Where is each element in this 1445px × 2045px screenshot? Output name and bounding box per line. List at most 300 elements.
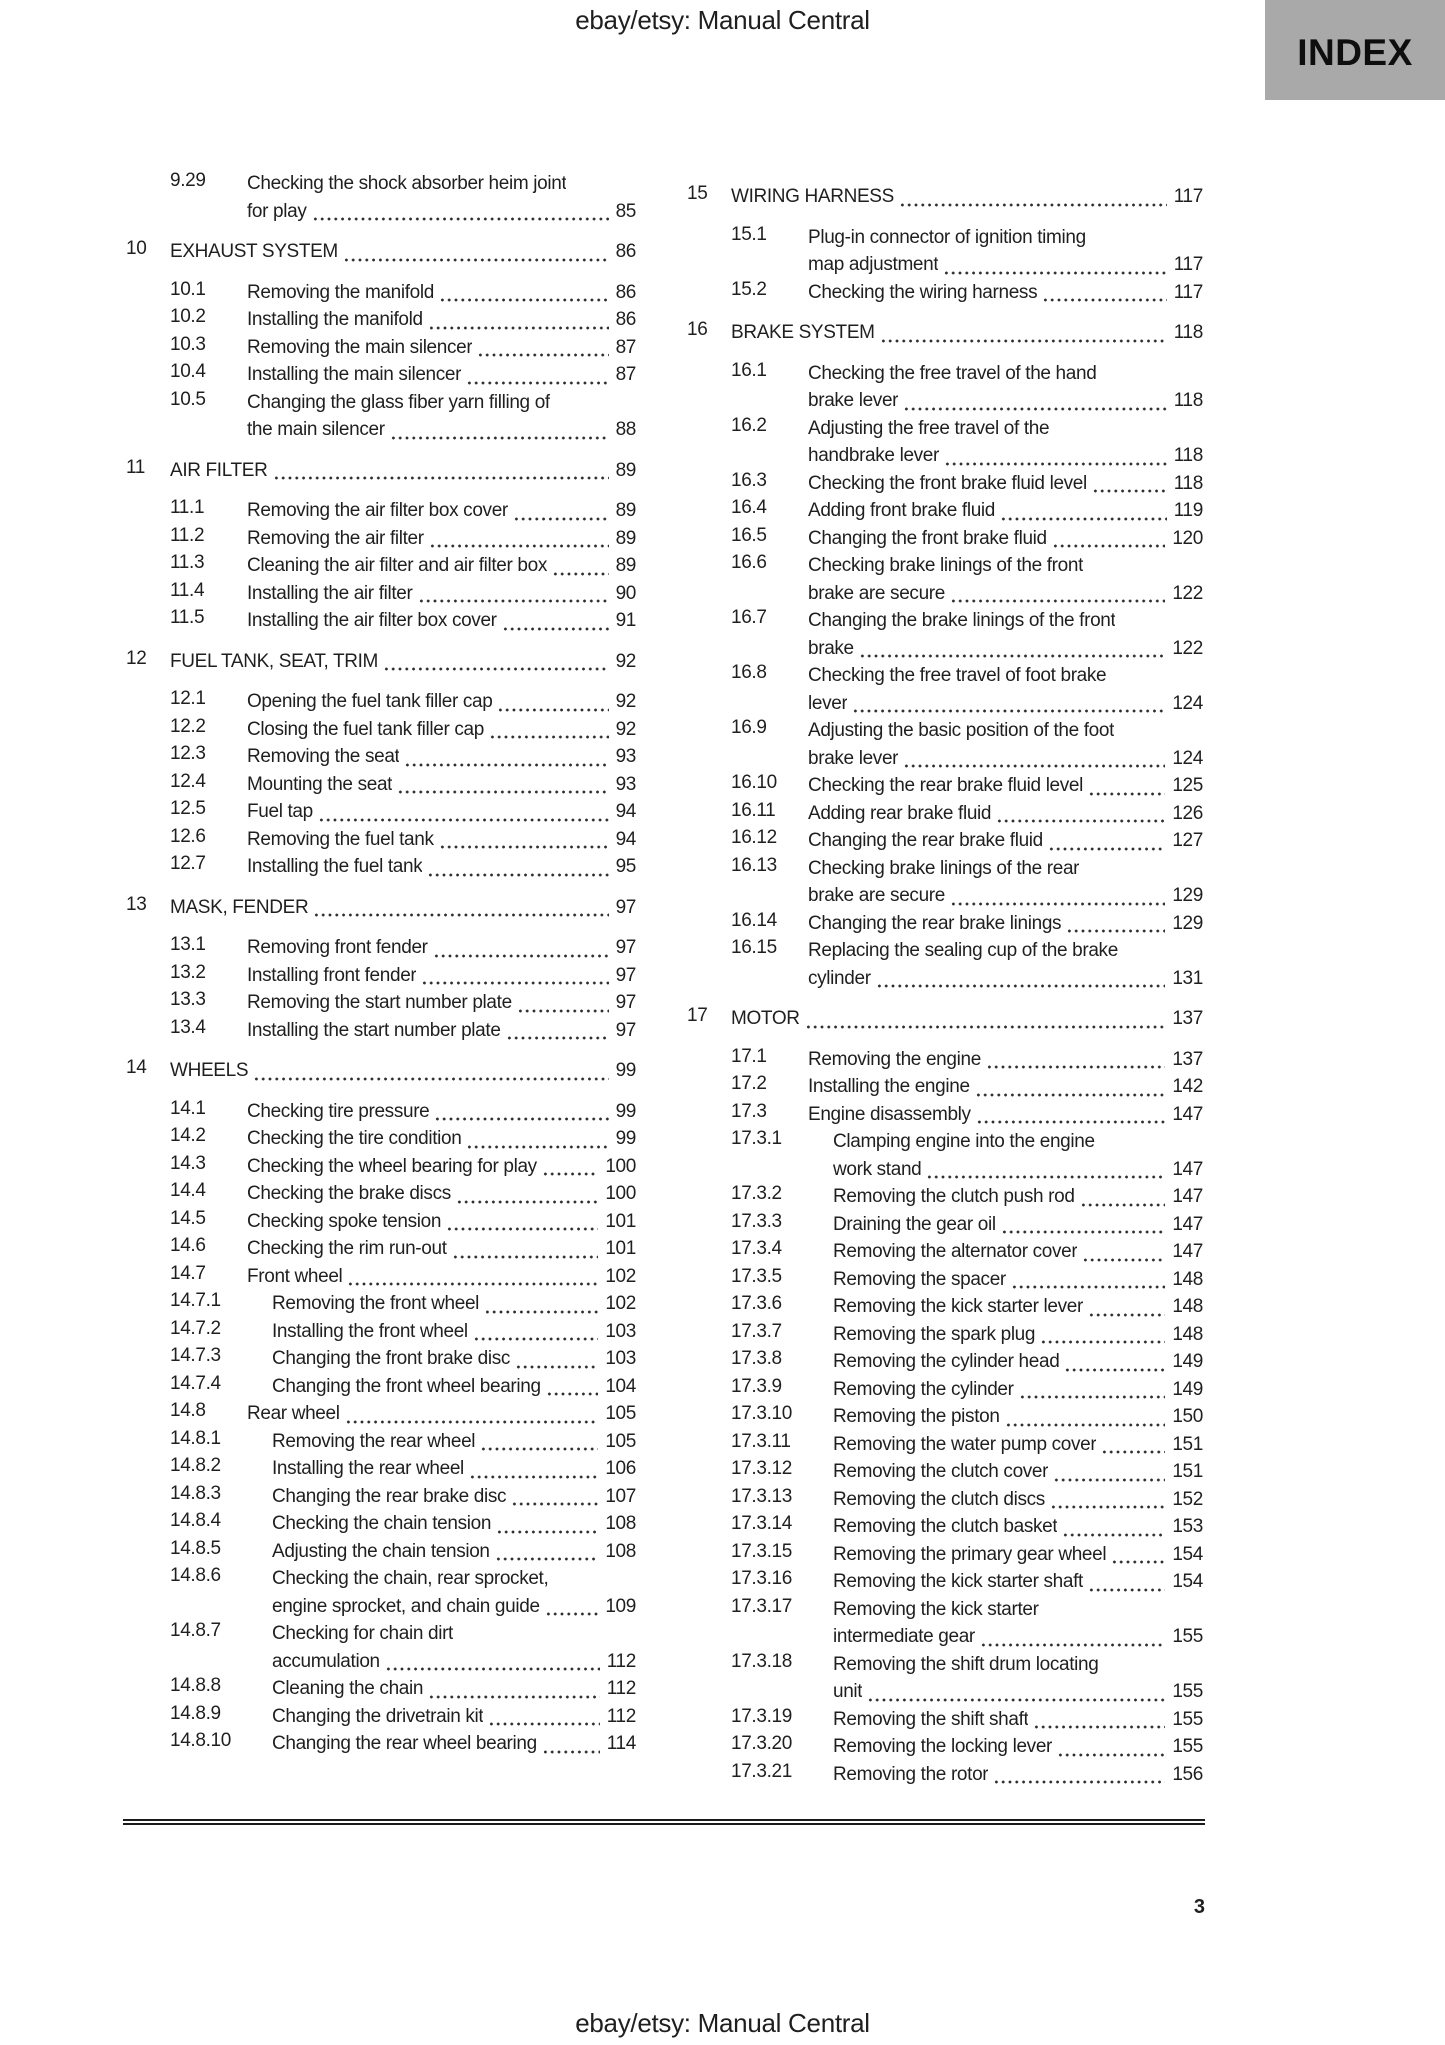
entry-number: 15.1	[731, 223, 767, 245]
entry-title: Checking the free travel of foot brake	[808, 665, 1107, 686]
dot-leader	[1050, 1486, 1165, 1514]
dot-leader	[383, 648, 609, 676]
page-ref: 103	[605, 1320, 636, 1342]
dot-leader	[552, 552, 609, 580]
toc-entry-row	[126, 1290, 636, 1318]
toc-entry-row	[126, 962, 636, 990]
page-ref: 131	[1172, 967, 1203, 989]
entry-line	[833, 1348, 1203, 1376]
entry-line	[247, 1098, 636, 1126]
dot-leader	[1092, 470, 1167, 498]
entry-title: Removing the piston	[833, 1406, 1000, 1427]
entry-title: Installing front fender	[247, 964, 417, 986]
toc-entry-row	[126, 1703, 636, 1731]
section-title: BRAKE SYSTEM	[731, 322, 875, 343]
entry-line	[808, 772, 1203, 800]
toc-left-column	[126, 170, 636, 1788]
entry-line	[731, 319, 1203, 347]
entry-line	[833, 1293, 1203, 1321]
dot-leader	[343, 238, 609, 266]
toc-entry-row	[126, 1153, 636, 1181]
entry-body	[833, 1183, 1203, 1211]
entry-line	[170, 238, 636, 266]
entry-body	[833, 1733, 1203, 1761]
entry-number: 16.5	[731, 524, 767, 546]
entry-number: 17.3	[731, 1100, 767, 1122]
entry-body	[170, 894, 636, 922]
entry-line	[247, 1180, 636, 1208]
page-ref: 153	[1172, 1516, 1203, 1537]
page-ref: 105	[605, 1403, 636, 1424]
entry-body	[808, 827, 1203, 855]
dot-leader	[899, 183, 1167, 211]
entry-line	[808, 800, 1203, 828]
entry-title: Removing the rear wheel	[272, 1430, 476, 1452]
entry-line	[808, 552, 1203, 580]
page-ref: 92	[615, 691, 636, 712]
entry-body	[833, 1321, 1203, 1349]
toc-entry-row	[687, 1211, 1203, 1239]
entry-title: Checking brake linings of the front	[808, 555, 1084, 576]
page-ref: 137	[1172, 1048, 1203, 1070]
entry-line	[833, 1431, 1203, 1459]
entry-body	[808, 552, 1203, 607]
entry-number: 11.1	[170, 497, 205, 518]
section-title: FUEL TANK, SEAT, TRIM	[170, 650, 379, 672]
entry-body	[808, 910, 1203, 938]
toc-entry-row	[687, 1321, 1203, 1349]
dot-leader	[313, 894, 608, 922]
entry-line	[272, 1675, 636, 1703]
entry-title: Removing the clutch push rod	[833, 1186, 1075, 1207]
entry-title: Checking for chain dirt	[272, 1623, 453, 1644]
entry-line	[808, 745, 1203, 773]
entry-title: work stand	[833, 1158, 922, 1180]
entry-number: 14.7	[170, 1262, 206, 1284]
dot-leader	[397, 771, 608, 799]
entry-line	[808, 442, 1203, 470]
page-ref: 86	[615, 309, 636, 330]
toc-section-row	[126, 238, 636, 266]
toc-entry-row	[687, 1513, 1203, 1541]
toc-entry-row	[126, 1675, 636, 1703]
entry-number: 17.1	[731, 1045, 767, 1067]
page-ref: 120	[1172, 527, 1203, 549]
dot-leader	[1088, 1568, 1165, 1596]
page-ref: 93	[615, 773, 636, 795]
entry-line	[247, 962, 636, 990]
page-ref: 97	[615, 896, 636, 918]
entry-body	[833, 1376, 1203, 1404]
entry-title: handbrake lever	[808, 445, 940, 466]
entry-line	[247, 361, 636, 389]
entry-title: Opening the fuel tank filler cap	[247, 691, 493, 712]
entry-title: Removing front fender	[247, 937, 428, 958]
dot-leader	[489, 716, 609, 744]
entry-number: 14.2	[170, 1125, 206, 1146]
toc-entry-row	[126, 361, 636, 389]
entry-title: Removing the shift drum locating	[833, 1653, 1099, 1675]
entry-number: 10.1	[170, 278, 206, 300]
page-ref: 112	[606, 1678, 636, 1699]
dot-leader	[434, 1098, 608, 1126]
entry-title: Adjusting the chain tension	[272, 1540, 490, 1562]
entry-title: Replacing the sealing cup of the brake	[808, 940, 1118, 961]
dot-leader	[421, 962, 608, 990]
entry-body	[247, 798, 636, 826]
toc-entry-row	[687, 1101, 1203, 1129]
entry-body	[808, 800, 1203, 828]
entry-line	[808, 497, 1203, 525]
entry-line	[808, 279, 1203, 307]
entry-line	[247, 1235, 636, 1263]
page-ref: 154	[1172, 1571, 1203, 1592]
entry-number: 16.3	[731, 469, 767, 491]
entry-body	[833, 1348, 1203, 1376]
entry-body	[833, 1403, 1203, 1431]
entry-body	[247, 771, 636, 799]
dot-leader	[950, 580, 1165, 608]
page-ref: 155	[1172, 1681, 1203, 1702]
entry-line	[833, 1623, 1203, 1651]
page-ref: 126	[1172, 802, 1203, 824]
toc-entry-row	[126, 1620, 636, 1675]
dot-leader	[273, 457, 609, 485]
entry-title: Checking the free travel of the hand	[808, 362, 1097, 384]
entry-number: 11.4	[170, 579, 205, 601]
toc-section-row	[687, 183, 1203, 211]
entry-line	[170, 457, 636, 485]
entry-line	[833, 1211, 1203, 1239]
entry-number: 17.3.15	[731, 1540, 792, 1562]
entry-title: Checking the chain, rear sprocket,	[272, 1568, 549, 1589]
entry-title: Checking the tire condition	[247, 1128, 462, 1149]
dot-leader	[852, 690, 1165, 718]
entry-title: Draining the gear oil	[833, 1213, 996, 1235]
page-ref: 155	[1172, 1708, 1203, 1730]
entry-body	[808, 470, 1203, 498]
dot-leader	[1001, 1211, 1166, 1239]
entry-line	[808, 882, 1203, 910]
entry-title: Removing the main silencer	[247, 336, 473, 358]
dot-leader	[1000, 497, 1167, 525]
toc-entry-row	[126, 580, 636, 608]
page-ref: 92	[615, 718, 636, 740]
page-ref: 112	[606, 1650, 636, 1672]
page-ref: 87	[615, 336, 636, 358]
toc-entry-row	[687, 279, 1203, 307]
entry-title: Changing the front wheel bearing	[272, 1375, 541, 1397]
entry-body	[247, 1098, 636, 1126]
dot-leader	[545, 1593, 599, 1621]
entry-body	[833, 1238, 1203, 1266]
entry-title: Removing the start number plate	[247, 992, 512, 1013]
entry-line	[247, 497, 636, 525]
toc-entry-row	[687, 662, 1203, 717]
section-title: WHEELS	[170, 1060, 249, 1081]
entry-line	[808, 224, 1203, 252]
entry-number: 17.3.18	[731, 1650, 792, 1672]
section-title: AIR FILTER	[170, 459, 268, 481]
entry-body	[833, 1568, 1203, 1596]
entry-title: Changing the rear wheel bearing	[272, 1733, 537, 1754]
page-ref: 151	[1172, 1461, 1203, 1482]
entry-line	[272, 1730, 636, 1758]
page-ref: 124	[1172, 747, 1203, 769]
entry-line	[808, 635, 1203, 663]
entry-line	[808, 1046, 1203, 1074]
entry-number: 16.9	[731, 717, 767, 738]
page-ref: 147	[1172, 1186, 1203, 1207]
entry-body	[247, 962, 636, 990]
page-ref: 122	[1172, 582, 1203, 604]
entry-body	[247, 361, 636, 389]
entry-line	[808, 607, 1203, 635]
entry-number: 13.1	[170, 934, 206, 955]
entry-title: Changing the rear brake linings	[808, 912, 1062, 934]
entry-line	[247, 607, 636, 635]
entry-body	[247, 525, 636, 553]
entry-body	[247, 1017, 636, 1045]
dot-leader	[433, 934, 609, 962]
entry-number: 10.2	[170, 306, 206, 327]
entry-title: Removing the rotor	[833, 1763, 989, 1785]
entry-title: Checking spoke tension	[247, 1210, 442, 1232]
page-ref: 108	[605, 1540, 636, 1562]
entry-body	[170, 648, 636, 676]
page-ref: 101	[605, 1210, 636, 1232]
entry-number: 9.29	[170, 170, 206, 191]
dot-leader	[1082, 1238, 1165, 1266]
entry-number: 14.8.7	[170, 1620, 221, 1641]
entry-body	[808, 1101, 1203, 1129]
dot-leader	[439, 279, 609, 307]
entry-line	[272, 1648, 636, 1676]
toc-entry-row	[687, 1761, 1203, 1789]
dot-leader	[347, 1263, 598, 1291]
page-ref: 147	[1172, 1103, 1203, 1125]
entry-line	[808, 855, 1203, 883]
toc-entry-row	[687, 1238, 1203, 1266]
page-ref: 156	[1172, 1763, 1203, 1785]
page-ref: 148	[1172, 1296, 1203, 1317]
dot-leader	[903, 745, 1165, 773]
entry-title: Removing the clutch discs	[833, 1488, 1045, 1510]
page-ref: 102	[605, 1265, 636, 1287]
dot-leader	[253, 1057, 608, 1085]
entry-title: Removing the air filter box cover	[247, 500, 508, 521]
toc-entry-row	[687, 717, 1203, 772]
entry-line	[170, 894, 636, 922]
entry-body	[247, 853, 636, 881]
entry-body	[247, 989, 636, 1017]
entry-title: Changing the front brake fluid	[808, 527, 1047, 549]
page-ref: 127	[1172, 830, 1203, 851]
entry-title: Removing the seat	[247, 746, 400, 767]
toc-entry-row	[687, 1568, 1203, 1596]
entry-line	[833, 1706, 1203, 1734]
entry-number: 17.3.12	[731, 1458, 792, 1479]
entry-body	[731, 1005, 1203, 1033]
entry-number: 17.3.2	[731, 1183, 782, 1204]
toc-entry-row	[126, 389, 636, 444]
entry-title: Changing the drivetrain kit	[272, 1705, 484, 1727]
toc-entry-row	[687, 1376, 1203, 1404]
entry-line	[247, 1125, 636, 1153]
toc-entry-row	[126, 1098, 636, 1126]
entry-body	[272, 1620, 636, 1675]
entry-title: Installing the manifold	[247, 309, 423, 330]
toc-entry-row	[687, 1733, 1203, 1761]
section-title: EXHAUST SYSTEM	[170, 241, 338, 262]
entry-number: 17.3.10	[731, 1403, 792, 1424]
entry-title: Installing the main silencer	[247, 364, 462, 385]
entry-body	[272, 1565, 636, 1620]
entry-title: Removing the water pump cover	[833, 1433, 1097, 1455]
entry-number: 12.2	[170, 715, 206, 737]
entry-number: 14.8.8	[170, 1675, 221, 1696]
entry-number: 14.4	[170, 1180, 206, 1201]
entry-title: Cleaning the air filter and air filter box	[247, 555, 548, 576]
entry-number: 14.8.10	[170, 1730, 231, 1751]
toc-entry-row	[126, 1373, 636, 1401]
entry-number: 16.8	[731, 662, 767, 683]
page-ref: 147	[1172, 1213, 1203, 1235]
page-ref: 106	[605, 1458, 636, 1479]
entry-title: Closing the fuel tank filler cap	[247, 718, 484, 740]
toc-entry-row	[687, 1596, 1203, 1651]
entry-body	[833, 1761, 1203, 1789]
entry-title: Adjusting the free travel of the	[808, 417, 1050, 439]
toc-entry-row	[687, 1458, 1203, 1486]
entry-body	[247, 826, 636, 854]
section-number: 12	[126, 647, 147, 669]
entry-number: 14.7.3	[170, 1345, 221, 1366]
entry-title: Cleaning the chain	[272, 1678, 424, 1699]
entry-body	[808, 937, 1203, 992]
page-ref: 147	[1172, 1158, 1203, 1180]
entry-number: 17.3.20	[731, 1733, 792, 1754]
dot-leader	[469, 1455, 598, 1483]
entry-title: Installing the front wheel	[272, 1320, 468, 1342]
entry-body	[247, 306, 636, 334]
entry-title: Checking the wheel bearing for play	[247, 1155, 537, 1177]
entry-title: Installing the fuel tank	[247, 856, 423, 877]
dot-leader	[429, 525, 609, 553]
page-ref: 124	[1172, 692, 1203, 714]
page-ref: 89	[615, 555, 636, 576]
toc-section-row	[687, 1005, 1203, 1033]
page-ref: 94	[615, 801, 636, 822]
entry-title: map adjustment	[808, 254, 939, 275]
page-ref: 148	[1172, 1323, 1203, 1345]
entry-line	[170, 1057, 636, 1085]
entry-line	[272, 1565, 636, 1593]
entry-title: Checking the brake discs	[247, 1183, 451, 1204]
dot-leader	[1011, 1266, 1165, 1294]
dot-leader	[859, 635, 1166, 663]
toc-entry-row	[126, 334, 636, 362]
entry-line	[272, 1483, 636, 1511]
page-ref: 152	[1172, 1488, 1203, 1510]
entry-line	[247, 416, 636, 444]
entry-title: brake lever	[808, 390, 899, 411]
entry-body	[247, 497, 636, 525]
dot-leader	[515, 1345, 598, 1373]
toc-entry-row	[126, 306, 636, 334]
entry-body	[170, 238, 636, 266]
page-ref: 118	[1173, 322, 1203, 343]
entry-number: 14.1	[170, 1097, 206, 1119]
dot-leader	[480, 1428, 598, 1456]
entry-body	[247, 743, 636, 771]
entry-line	[247, 688, 636, 716]
entry-title: Removing the locking lever	[833, 1736, 1053, 1757]
page-ref: 89	[615, 459, 636, 481]
entry-line	[833, 1376, 1203, 1404]
toc-entry-row	[126, 1125, 636, 1153]
entry-line	[731, 183, 1203, 211]
page-ref: 151	[1172, 1433, 1203, 1455]
entry-body	[272, 1318, 636, 1346]
page-ref: 118	[1173, 472, 1203, 494]
entry-number: 12.4	[170, 770, 206, 792]
section-number: 10	[126, 238, 147, 259]
dot-leader	[1088, 1293, 1165, 1321]
toc-entry-row	[687, 1651, 1203, 1706]
entry-body	[272, 1345, 636, 1373]
entry-line	[247, 334, 636, 362]
entry-line	[731, 1005, 1203, 1033]
entry-body	[247, 552, 636, 580]
entry-line	[247, 853, 636, 881]
toc-entry-row	[126, 1017, 636, 1045]
entry-line	[247, 580, 636, 608]
entry-title: unit	[833, 1681, 863, 1702]
page-ref: 149	[1172, 1378, 1203, 1400]
entry-number: 17.3.9	[731, 1375, 782, 1397]
toc-entry-row	[126, 989, 636, 1017]
toc-entry-row	[687, 1128, 1203, 1183]
entry-line	[247, 1400, 636, 1428]
page-ref: 117	[1173, 186, 1203, 207]
entry-title: Removing the kick starter shaft	[833, 1571, 1083, 1592]
entry-line	[247, 389, 636, 417]
entry-number: 14.3	[170, 1152, 206, 1174]
page-ref: 107	[605, 1485, 636, 1507]
entry-title: Engine disassembly	[808, 1103, 971, 1125]
page-ref: 154	[1172, 1543, 1203, 1565]
page-ref: 142	[1172, 1076, 1203, 1097]
entry-title: Checking the rear brake fluid level	[808, 775, 1084, 796]
entry-title: Removing the alternator cover	[833, 1241, 1078, 1262]
entry-number: 12.7	[170, 853, 206, 874]
entry-body	[833, 1513, 1203, 1541]
entry-body	[247, 934, 636, 962]
entry-title: Removing the manifold	[247, 281, 434, 303]
dot-leader	[466, 361, 608, 389]
dot-leader	[1064, 1348, 1165, 1376]
dot-leader	[980, 1623, 1165, 1651]
entry-title: Removing the spark plug	[833, 1323, 1036, 1345]
entry-line	[247, 771, 636, 799]
dot-leader	[446, 1208, 598, 1236]
section-number: 11	[126, 456, 146, 478]
dot-leader	[1101, 1431, 1165, 1459]
dot-leader	[1057, 1733, 1165, 1761]
toc-entry-row	[126, 1400, 636, 1428]
entry-body	[833, 1486, 1203, 1514]
